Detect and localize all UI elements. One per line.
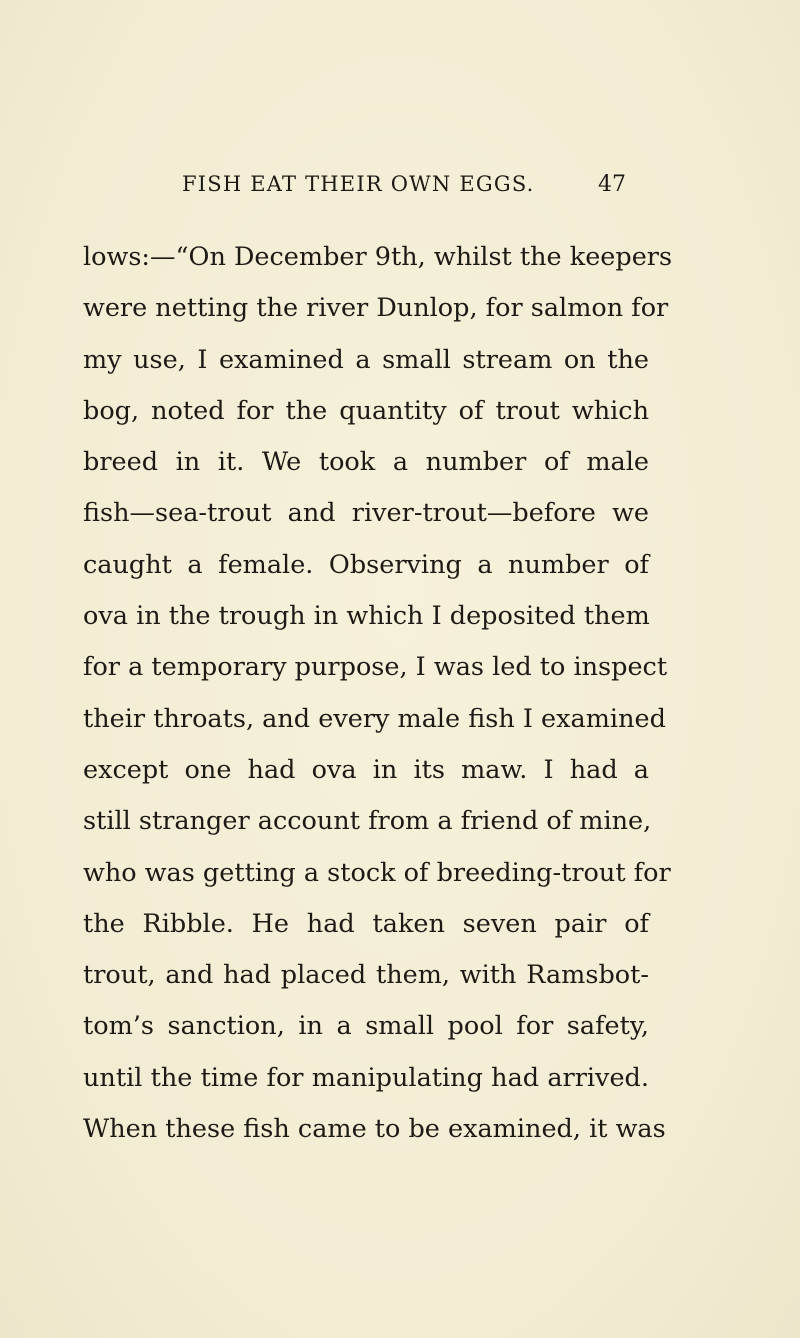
- running-title: FISH EAT THEIR OWN EGGS.: [182, 172, 535, 196]
- text-line: until the time for manipulating had arrived.: [83, 1062, 649, 1093]
- text-line: When these fish came to be examined, it was: [83, 1114, 666, 1145]
- text-line: except one had ova in its maw. I had a: [83, 754, 649, 785]
- text-line: the Ribble. He had taken seven pair of: [83, 908, 649, 939]
- text-line: tom’s sanction, in a small pool for safety,: [83, 1011, 649, 1042]
- page-number: 47: [598, 172, 626, 197]
- text-line: lows:—“On December 9th, whilst the keepers: [83, 242, 673, 272]
- text-line: trout, and had placed them, with Ramsbot-: [83, 960, 649, 991]
- text-line: their throats, and every male fish I examined: [83, 703, 666, 734]
- text-line: fish—sea-trout and river-trout—before we: [83, 498, 649, 529]
- text-line: breed in it. We took a number of male: [83, 447, 649, 478]
- text-line: were netting the river Dunlop, for salmon for: [83, 293, 669, 324]
- body-text: [83, 232, 673, 1155]
- text-line: my use, I examined a small stream on the: [83, 344, 649, 375]
- text-line: still stranger account from a friend of mine,: [83, 806, 652, 837]
- text-line: who was getting a stock of breeding-trout for: [83, 857, 671, 888]
- text-line: for a temporary purpose, I was led to inspect: [83, 652, 668, 683]
- text-line: ova in the trough in which I deposited them: [83, 601, 650, 632]
- text-line: bog, noted for the quantity of trout which: [83, 395, 649, 426]
- text-line: caught a female. Observing a number of: [83, 549, 649, 580]
